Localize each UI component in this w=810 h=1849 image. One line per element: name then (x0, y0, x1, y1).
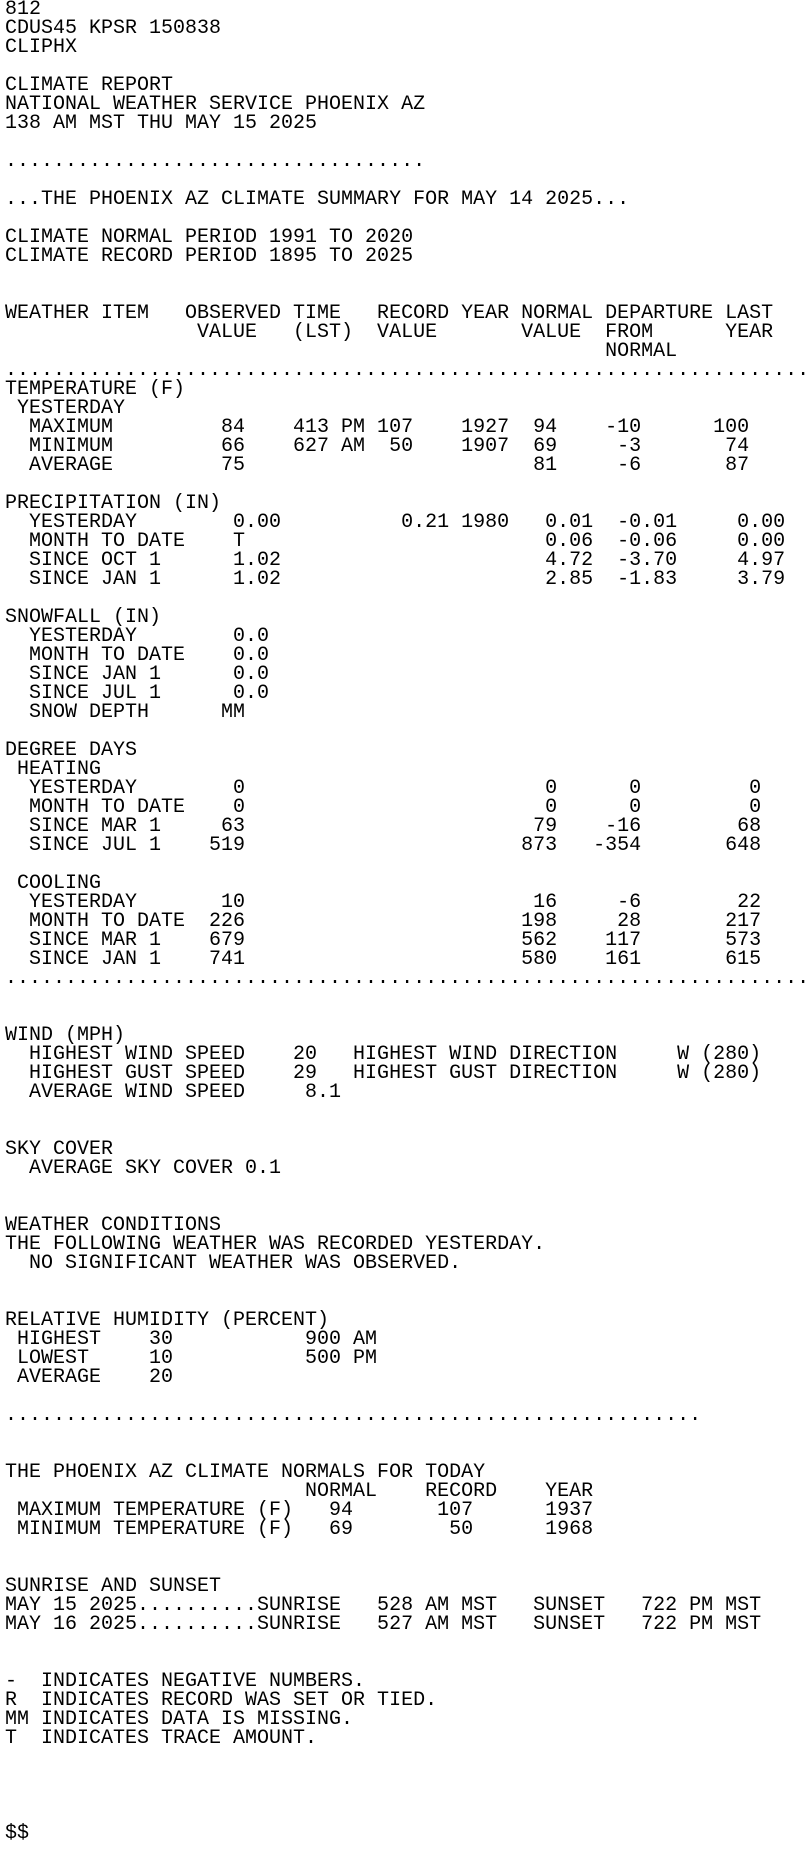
report-line: AVERAGE 20 (5, 1366, 174, 1389)
report-line: MINIMUM TEMPERATURE (F) 69 50 1968 (5, 1518, 594, 1541)
report-line: SNOW DEPTH MM (5, 701, 246, 724)
report-line: YESTERDAY (5, 397, 126, 420)
report-line: SINCE JUL 1 519 873 -354 648 (5, 834, 762, 857)
report-line: ...THE PHOENIX AZ CLIMATE SUMMARY FOR MAY 14 2025... (5, 188, 630, 211)
report-line: SINCE MAR 1 679 562 117 573 (5, 929, 762, 952)
report-line: HEATING (5, 758, 102, 781)
report-line: NORMAL RECORD YEAR (5, 1480, 594, 1503)
report-line (0, 266, 810, 285)
report-line: THE PHOENIX AZ CLIMATE NORMALS FOR TODAY (5, 1461, 486, 1484)
report-line: WIND (MPH) (5, 1024, 126, 1047)
report-line (0, 1178, 810, 1197)
report-line: .......................................................... (5, 1404, 702, 1427)
report-line: $$ (5, 1822, 30, 1845)
report-line: SINCE JUL 1 0.0 (5, 682, 270, 705)
report-line: SNOWFALL (IN) (5, 606, 162, 629)
report-line: WEATHER ITEM OBSERVED TIME RECORD YEAR NORMAL DEPARTURE LAST (5, 302, 774, 325)
report-line: SINCE JAN 1 1.02 2.85 -1.83 3.79 (5, 568, 786, 591)
report-line (0, 855, 810, 874)
report-line: MONTH TO DATE 0 0 0 0 (5, 796, 762, 819)
report-line: MAXIMUM TEMPERATURE (F) 94 107 1937 (5, 1499, 594, 1522)
report-line (0, 988, 810, 1007)
report-line: AVERAGE SKY COVER 0.1 (5, 1157, 282, 1180)
report-line (0, 1273, 810, 1292)
report-line: CLIMATE RECORD PERIOD 1895 TO 2025 (5, 245, 414, 268)
report-line (0, 1634, 810, 1653)
report-line: VALUE (LST) VALUE VALUE FROM YEAR (5, 321, 774, 344)
report-line: THE FOLLOWING WEATHER WAS RECORDED YESTERDAY. (5, 1233, 546, 1256)
report-line: R INDICATES RECORD WAS SET OR TIED. (5, 1689, 438, 1712)
report-line: T INDICATES TRACE AMOUNT. (5, 1727, 318, 1750)
report-line: PRECIPITATION (IN) (5, 492, 222, 515)
report-line: YESTERDAY 10 16 -6 22 (5, 891, 762, 914)
report-line: MONTH TO DATE 226 198 28 217 (5, 910, 762, 933)
report-line (0, 1102, 810, 1121)
report-line: ................................... (5, 150, 426, 173)
report-line (0, 1805, 810, 1824)
report-line (0, 1539, 810, 1558)
report-line: NORMAL (5, 340, 678, 363)
report-line: ................................................................... (5, 359, 810, 382)
report-line: YESTERDAY 0.0 (5, 625, 270, 648)
report-line (0, 1121, 810, 1140)
report-line: MM INDICATES DATA IS MISSING. (5, 1708, 354, 1731)
report-line: YESTERDAY 0 0 0 0 (5, 777, 762, 800)
report-line: COOLING (5, 872, 102, 895)
report-line: LOWEST 10 500 PM (5, 1347, 378, 1370)
report-line: NO SIGNIFICANT WEATHER WAS OBSERVED. (5, 1252, 462, 1275)
report-line: HIGHEST 30 900 AM (5, 1328, 378, 1351)
report-line: ................................................................... (5, 967, 810, 990)
report-line: AVERAGE 75 81 -6 87 (5, 454, 750, 477)
report-line: - INDICATES NEGATIVE NUMBERS. (5, 1670, 366, 1693)
report-line: 138 AM MST THU MAY 15 2025 (5, 112, 318, 135)
report-line: CLIMATE NORMAL PERIOD 1991 TO 2020 (5, 226, 414, 249)
report-line (0, 1748, 810, 1767)
report-line (0, 1767, 810, 1786)
report-line: MONTH TO DATE T 0.06 -0.06 0.00 (5, 530, 786, 553)
report-line: SKY COVER (5, 1138, 114, 1161)
report-line: WEATHER CONDITIONS (5, 1214, 222, 1237)
report-line: SINCE JAN 1 0.0 (5, 663, 270, 686)
report-line: TEMPERATURE (F) (5, 378, 186, 401)
report-line (0, 1425, 810, 1444)
report-line: AVERAGE WIND SPEED 8.1 (5, 1081, 342, 1104)
report-line: HIGHEST GUST SPEED 29 HIGHEST GUST DIRECTION W (280) (5, 1062, 762, 1085)
report-line: SUNRISE AND SUNSET (5, 1575, 222, 1598)
report-line: SINCE MAR 1 63 79 -16 68 (5, 815, 762, 838)
report-line: CLIMATE REPORT (5, 74, 174, 97)
report-line: CDUS45 KPSR 150838 (5, 17, 222, 40)
report-line (0, 1786, 810, 1805)
report-line: CLIPHX (5, 36, 78, 59)
report-line: HIGHEST WIND SPEED 20 HIGHEST WIND DIRECTION W (280) (5, 1043, 762, 1066)
report-line: MONTH TO DATE 0.0 (5, 644, 270, 667)
report-line: MAY 16 2025..........SUNRISE 527 AM MST SUNSET 722 PM MST (5, 1613, 762, 1636)
report-line: SINCE JAN 1 741 580 161 615 (5, 948, 762, 971)
report-line: MAY 15 2025..........SUNRISE 528 AM MST SUNSET 722 PM MST (5, 1594, 762, 1617)
report-line: YESTERDAY 0.00 0.21 1980 0.01 -0.01 0.00 (5, 511, 786, 534)
report-line: NATIONAL WEATHER SERVICE PHOENIX AZ (5, 93, 426, 116)
report-line: RELATIVE HUMIDITY (PERCENT) (5, 1309, 330, 1332)
report-line: 812 (5, 0, 42, 21)
report-line: SINCE OCT 1 1.02 4.72 -3.70 4.97 (5, 549, 786, 572)
report-line: MINIMUM 66 627 AM 50 1907 69 -3 74 (5, 435, 750, 458)
report-line: DEGREE DAYS (5, 739, 138, 762)
report-line: MAXIMUM 84 413 PM 107 1927 94 -10 100 (5, 416, 750, 439)
